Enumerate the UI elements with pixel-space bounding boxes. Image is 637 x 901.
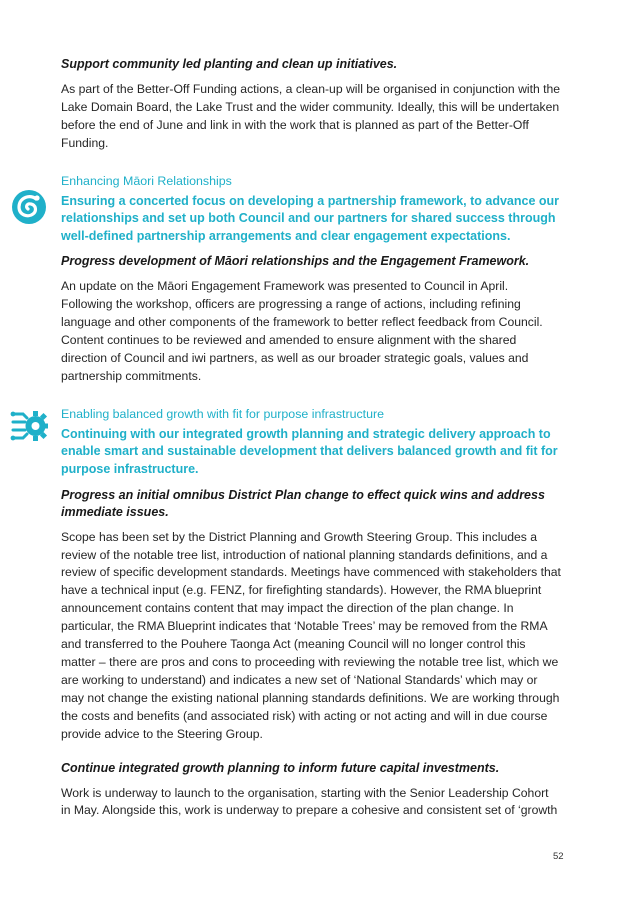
- action-body: Work is underway to launch to the organisation, starting with the Senior Leadership Cohort in May. Alongside this, work is underway to prepare a cohesive and consistent set of ‘growth: [61, 785, 558, 818]
- action-heading: Progress development of Māori relationships and the Engagement Framework.: [61, 254, 530, 269]
- section-title: Enabling balanced growth with fit for purpose infrastructure: [61, 406, 385, 421]
- section-focus-statement: Ensuring a concerted focus on developing a partnership framework, to advance our relationships and set up both Council and our partners for shared success through well-defined partnership arrangements and clear engagement expectations.: [61, 193, 560, 243]
- page-number: 52: [553, 851, 564, 862]
- action-body: An update on the Māori Engagement Framework was presented to Council in April. Following the workshop, officers are progressing a range of actions, including refining language and other components of the framework to better reflect feedback from Council. Content continues to be reviewed and amended to ensure alignment with the shared direction of Council and iwi partners, as well as our broader strategic goals, values and partnership commitments.: [61, 279, 543, 383]
- action-heading: Continue integrated growth planning to inform future capital investments.: [61, 760, 500, 775]
- section-balanced-growth: [61, 406, 561, 820]
- section-title: Enhancing Māori Relationships: [61, 173, 232, 188]
- action-heading: Progress an initial omnibus District Plan change to effect quick wins and address immediate issues.: [61, 487, 545, 519]
- action-heading: Support community led planting and clean up initiatives.: [61, 57, 398, 71]
- section-focus-statement: Continuing with our integrated growth planning and strategic delivery approach to enable smart and sustainable development that delivers balanced growth and fit for purpose infrastructure.: [61, 426, 558, 477]
- koru-icon: [9, 187, 49, 227]
- block-community-planting: [61, 56, 561, 153]
- action-body: As part of the Better-Off Funding actions, a clean-up will be organised in conjunction with the Lake Domain Board, the Lake Trust and the wider community. Ideally, this will be undertaken before the end of June and link in with the work that is planned as part of the Better-Off Funding.: [61, 82, 561, 150]
- section-maori-relationships: [61, 173, 561, 386]
- action-body: Scope has been set by the District Planning and Growth Steering Group. This includes a review of the notable tree list, introduction of national planning standards definitions, and a review of specific development standards. Meetings have commenced with stakeholders that have a technical input (e.g. FENZ, for firefighting standards). However, the RMA blueprint announcement contains content that may impact the direction of the plan change. In particular, the RMA Blueprint indicates that ‘Notable Trees’ may be removed from the RMA and transferred to the Pouhere Taonga Act (meaning Council will no longer control this matter – there are pros and cons to proceeding with reviewing the notable tree list, which we are working to understand) and indicates a new set of ‘National Standards’ which may or may not change the existing national planning standards definitions. We are working through the costs and benefits (and associated risk) with acting or not acting and will in due course provide advice to the Steering Group.: [61, 529, 561, 741]
- document-page: [61, 56, 561, 836]
- circuit-gear-icon: [9, 406, 49, 446]
